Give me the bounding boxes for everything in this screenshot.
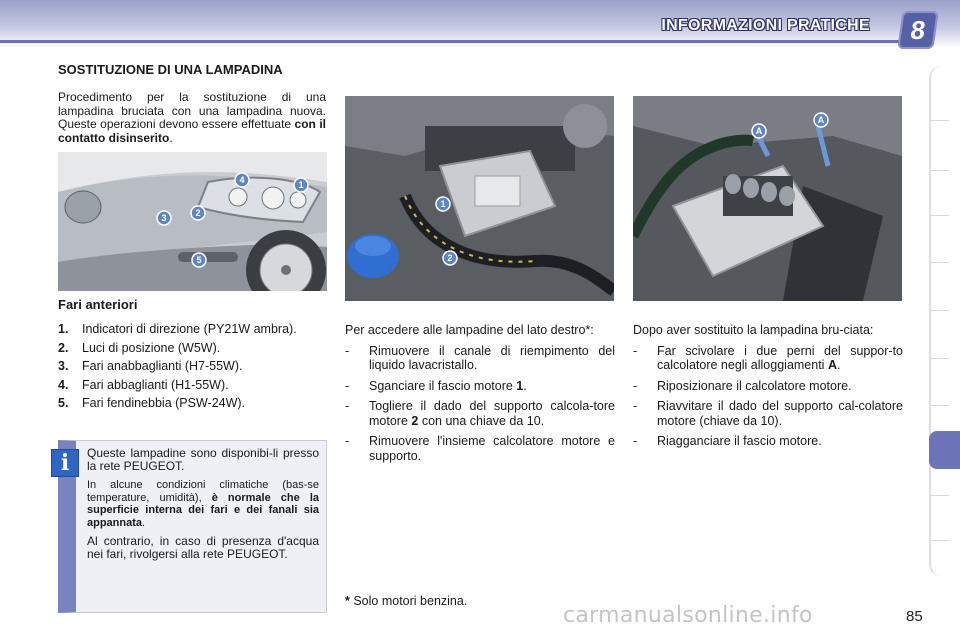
info-paragraph: Al contrario, in caso di presenza d'acqua nei fari, rivolgersi alla rete PEUGEOT.: [87, 534, 319, 561]
list-item: - Togliere il dado del supporto calcola-tore motore 2 con una chiave da 10.: [345, 399, 615, 428]
procedure-intro: Dopo aver sostituito la lampadina bru-ciata:: [633, 323, 874, 337]
callout-label: A: [755, 126, 763, 136]
callout-label: 2: [447, 253, 453, 263]
header-rule: [0, 40, 900, 43]
list-item: 4. Fari abbaglianti (H1-55W).: [58, 377, 229, 392]
headlight-photo: [58, 152, 327, 291]
footnote: * Solo motori benzina.: [345, 594, 468, 608]
callout-label: 5: [196, 255, 202, 265]
engine-bay-photo-1: [345, 96, 614, 301]
list-item: 5. Fari fendinebbia (PSW-24W).: [58, 396, 246, 410]
tab-divider: [931, 405, 949, 406]
list-item: 1. Indicatori di direzione (PY21W ambra).: [58, 322, 297, 336]
tab-divider: [931, 262, 949, 263]
list-item: - Sganciare il fascio motore 1.: [345, 378, 527, 393]
list-item: - Riposizionare il calcolatore motore.: [633, 378, 852, 393]
list-item: 2. Luci di posizione (W5W).: [58, 340, 221, 355]
info-text: [87, 447, 319, 567]
list-item: - Riavvitare il dado del supporto cal-colatore motore (chiave da 10).: [633, 399, 903, 428]
page-number: 85: [906, 608, 923, 625]
list-item: - Far scivolare i due perni del suppor-to calcolatore negli alloggiamenti A.: [633, 343, 903, 372]
chapter-number-badge: 8: [897, 11, 938, 49]
callout-label: 2: [195, 208, 201, 218]
intro-paragraph: Procedimento per la sostituzione di una lampadina bruciata con una lampadina nuova. Queste operazioni devono essere effettuate con il contatto disinserito.: [58, 90, 326, 145]
engine-bay-photo-2: [633, 96, 902, 301]
info-paragraph: Queste lampadine sono disponibi-li presso la rete PEUGEOT.: [87, 446, 319, 473]
callout-label: 1: [298, 180, 304, 190]
callout-label: A: [817, 115, 825, 125]
tab-divider: [931, 310, 949, 311]
list-item: - Rimuovere l'insieme calcolatore motore e supporto.: [345, 434, 615, 463]
tab-divider: [931, 170, 949, 171]
info-paragraph: In alcune condizioni climatiche (bas-se temperature, umidità), è normale che la superficie interna dei fari e dei fanali sia appannata.: [87, 479, 319, 529]
list-item: 3. Fari anabbaglianti (H7-55W).: [58, 359, 243, 373]
procedure-refit: [633, 323, 903, 455]
chapter-tab-active[interactable]: [929, 431, 960, 469]
tab-divider: [931, 540, 949, 541]
list-item: - Riagganciare il fascio motore.: [633, 434, 822, 448]
procedure-remove: [345, 323, 615, 469]
chapter-tab-strip: [929, 66, 951, 576]
info-icon: i: [51, 449, 79, 477]
tab-divider: [931, 120, 949, 121]
chapter-title: INFORMAZIONI PRATICHE: [661, 17, 870, 34]
tab-divider: [931, 215, 949, 216]
callout-label: 3: [161, 213, 167, 223]
callout-label: 1: [440, 199, 446, 209]
fari-anteriori-title: Fari anteriori: [58, 297, 138, 312]
procedure-intro: Per accedere alle lampadine del lato destro*:: [345, 323, 594, 337]
tab-divider: [931, 358, 949, 359]
tab-divider: [931, 495, 949, 496]
list-item: - Rimuovere il canale di riempimento del liquido lavacristallo.: [345, 343, 615, 372]
bulb-list: [58, 322, 326, 415]
section-title: SOSTITUZIONE DI UNA LAMPADINA: [58, 62, 283, 77]
watermark: carmanualsonline.info: [563, 603, 813, 628]
callout-label: 4: [239, 175, 245, 185]
